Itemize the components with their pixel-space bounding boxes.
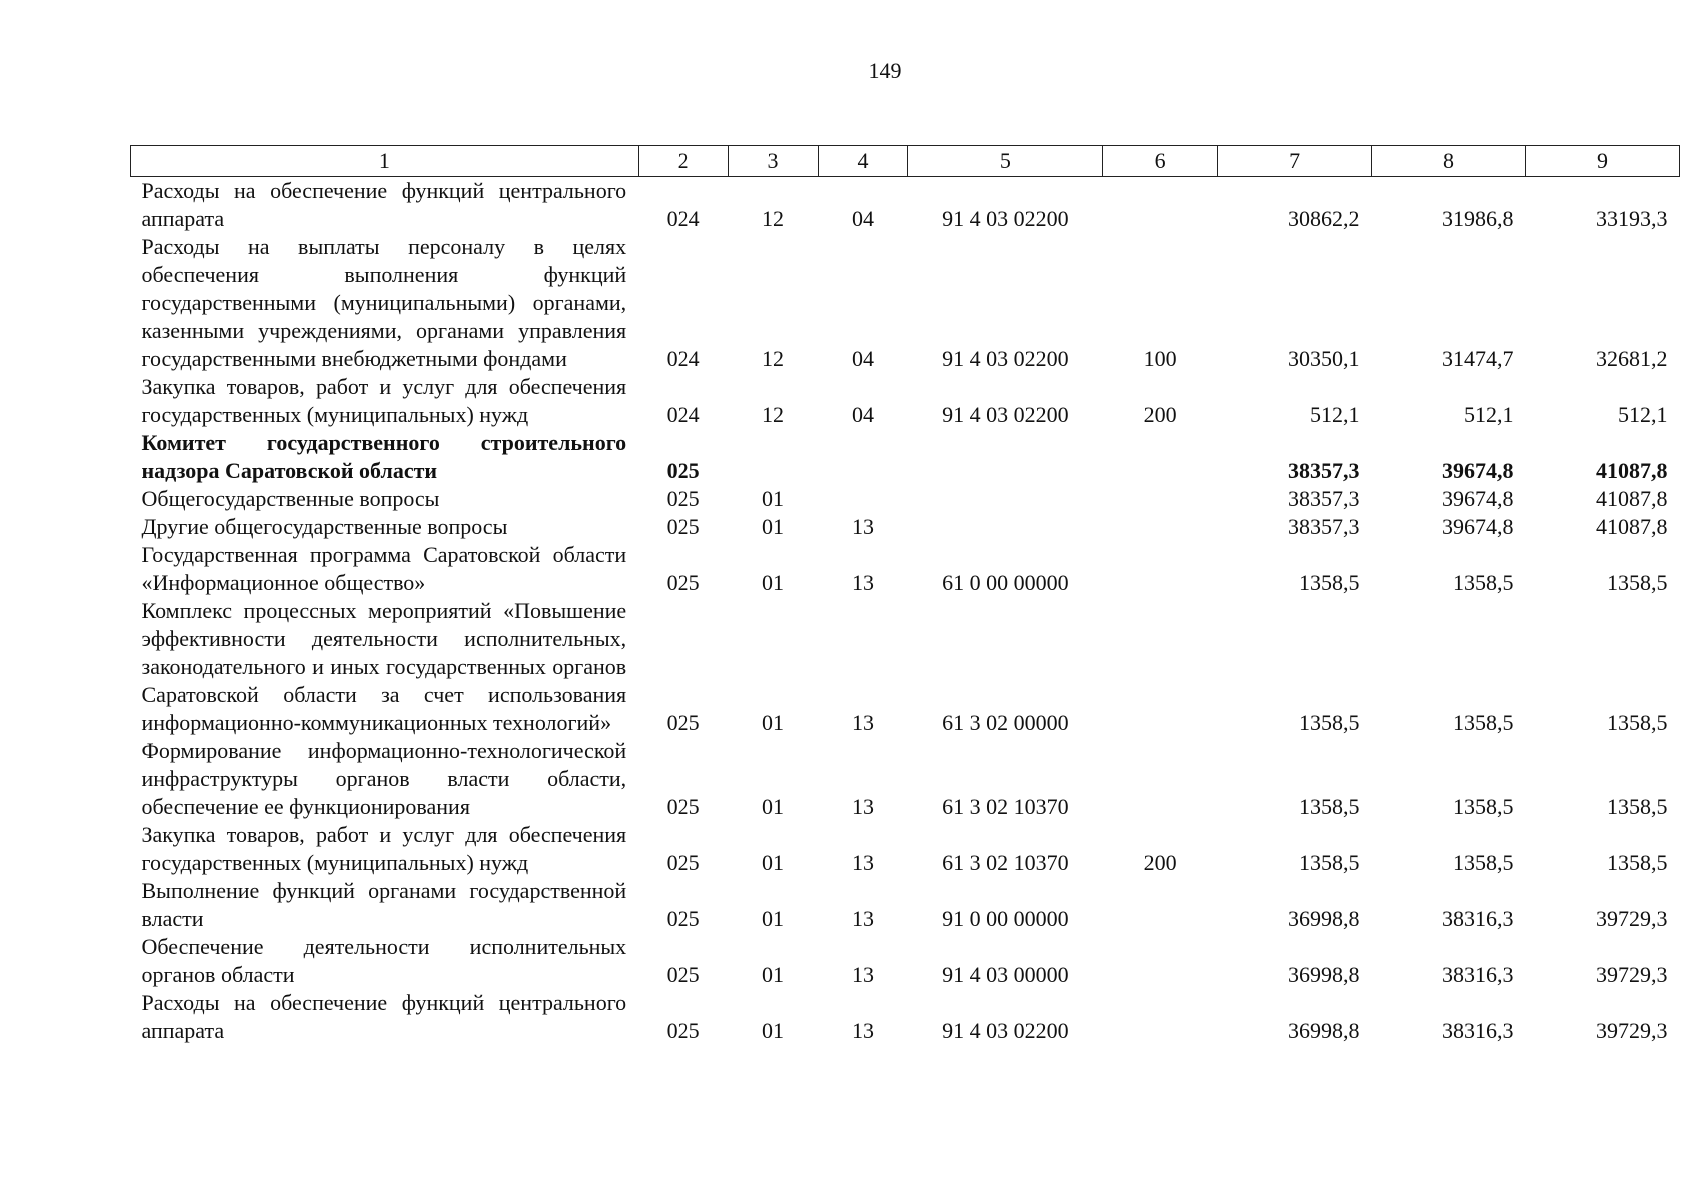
code-target-article: 61 3 02 10370 (942, 794, 1069, 819)
row-name: Комплекс процессных мероприятий «Повышение эффективности деятельности исполнительных, законодательного и иных государственных органов Саратовской области за счет использования информационно-коммуникационных технологий» (141, 598, 627, 735)
row-name: Выполнение функций органами государственной власти (141, 878, 627, 931)
row-name: Государственная программа Саратовской области «Информационное общество» (141, 542, 627, 595)
code-subsection: 13 (851, 850, 874, 875)
code-section (728, 429, 818, 485)
code-target-article (908, 485, 1103, 513)
amount-col-8: 1358,5 (1452, 850, 1514, 875)
code-expense-type: 200 (1143, 850, 1177, 875)
amount-col-8: 39674,8 (1441, 486, 1514, 511)
amount-col-9: 41087,8 (1596, 458, 1668, 483)
amount-col-8: 31474,7 (1441, 346, 1514, 371)
amount-col-9: 1358,5 (1607, 570, 1668, 595)
code-ministry: 025 (666, 794, 700, 819)
table-row (131, 541, 1680, 597)
code-section: 01 (762, 514, 785, 539)
code-expense-type (1103, 513, 1218, 541)
code-target-article: 61 0 00 00000 (942, 570, 1069, 595)
table-row (131, 373, 1680, 429)
code-section: 12 (762, 206, 785, 231)
code-ministry: 025 (666, 514, 700, 539)
amount-col-8: 38316,3 (1441, 1018, 1514, 1043)
code-section: 01 (762, 906, 785, 931)
page-number: 149 (868, 58, 902, 83)
amount-col-7: 38357,3 (1288, 486, 1360, 511)
code-section: 01 (762, 794, 785, 819)
code-subsection: 13 (851, 710, 874, 735)
code-section: 12 (762, 346, 785, 371)
row-name: Обеспечение деятельности исполнительных органов области (141, 934, 627, 987)
code-expense-type (1103, 597, 1218, 737)
row-name: Расходы на выплаты персоналу в целях обеспечения выполнения функций государственными (муниципальными) органами, казенными учреждениями, органами управления государственными внебюджетными фондами (141, 234, 627, 371)
column-header: 9 (1525, 146, 1679, 177)
amount-col-8: 1358,5 (1452, 570, 1514, 595)
code-expense-type: 100 (1143, 346, 1177, 371)
row-name: Расходы на обеспечение функций центрального аппарата (141, 990, 627, 1043)
code-ministry: 025 (666, 570, 700, 595)
amount-col-9: 1358,5 (1607, 794, 1668, 819)
code-section: 01 (762, 710, 785, 735)
code-ministry: 025 (666, 906, 700, 931)
column-header: 1 (131, 146, 639, 177)
row-name: Закупка товаров, работ и услуг для обеспечения государственных (муниципальных) нужд (141, 822, 627, 875)
code-subsection: 13 (851, 570, 874, 595)
code-target-article: 91 4 03 00000 (942, 962, 1069, 987)
code-target-article: 91 4 03 02200 (942, 402, 1069, 427)
table-row (131, 513, 1680, 541)
table-body (131, 177, 1680, 1046)
column-header: 8 (1372, 146, 1526, 177)
amount-col-8: 512,1 (1463, 402, 1514, 427)
code-target-article: 61 3 02 00000 (942, 710, 1069, 735)
amount-col-8: 39674,8 (1441, 458, 1514, 483)
code-expense-type (1103, 989, 1218, 1045)
code-section: 01 (762, 1018, 785, 1043)
code-expense-type (1103, 177, 1218, 234)
amount-col-7: 36998,8 (1288, 1018, 1360, 1043)
code-ministry: 025 (666, 850, 700, 875)
table-row (131, 821, 1680, 877)
amount-col-7: 1358,5 (1299, 710, 1360, 735)
amount-col-8: 38316,3 (1441, 962, 1514, 987)
code-section: 01 (762, 570, 785, 595)
code-expense-type (1103, 877, 1218, 933)
code-target-article (908, 513, 1103, 541)
column-header: 2 (638, 146, 728, 177)
code-target-article: 91 0 00 00000 (942, 906, 1069, 931)
table-row (131, 233, 1680, 373)
column-header: 3 (728, 146, 818, 177)
amount-col-7: 38357,3 (1288, 458, 1360, 483)
amount-col-9: 39729,3 (1596, 1018, 1668, 1043)
code-expense-type (1103, 541, 1218, 597)
code-target-article: 61 3 02 10370 (942, 850, 1069, 875)
column-header: 6 (1103, 146, 1218, 177)
table-row (131, 877, 1680, 933)
amount-col-7: 36998,8 (1288, 906, 1360, 931)
code-ministry: 025 (666, 1018, 700, 1043)
code-expense-type (1103, 933, 1218, 989)
row-name: Общегосударственные вопросы (141, 486, 440, 511)
code-expense-type (1103, 485, 1218, 513)
header-row (131, 146, 1680, 177)
code-target-article (908, 429, 1103, 485)
table-header (131, 146, 1680, 177)
amount-col-7: 1358,5 (1299, 850, 1360, 875)
row-name: Формирование информационно-технологической инфраструктуры органов власти области, обеспечение ее функционирования (141, 738, 627, 819)
amount-col-8: 1358,5 (1452, 710, 1514, 735)
row-name: Другие общегосударственные вопросы (141, 514, 508, 539)
code-subsection (818, 429, 908, 485)
table-row (131, 989, 1680, 1045)
code-ministry: 025 (666, 458, 700, 483)
amount-col-7: 38357,3 (1288, 514, 1360, 539)
table-row (131, 485, 1680, 513)
amount-col-7: 30350,1 (1288, 346, 1360, 371)
amount-col-8: 1358,5 (1452, 794, 1514, 819)
code-expense-type: 200 (1143, 402, 1177, 427)
code-target-article: 91 4 03 02200 (942, 206, 1069, 231)
code-section: 12 (762, 402, 785, 427)
table-row (131, 177, 1680, 234)
code-expense-type (1103, 429, 1218, 485)
table-row (131, 597, 1680, 737)
code-ministry: 024 (666, 206, 700, 231)
code-ministry: 024 (666, 402, 700, 427)
code-target-article: 91 4 03 02200 (942, 346, 1069, 371)
code-ministry: 025 (666, 962, 700, 987)
amount-col-8: 39674,8 (1441, 514, 1514, 539)
amount-col-7: 1358,5 (1299, 570, 1360, 595)
amount-col-9: 512,1 (1618, 402, 1668, 427)
code-subsection: 04 (851, 402, 874, 427)
amount-col-9: 1358,5 (1607, 850, 1668, 875)
row-name: Расходы на обеспечение функций центрального аппарата (141, 178, 627, 231)
budget-table (130, 145, 1680, 1045)
code-section: 01 (762, 962, 785, 987)
code-expense-type (1103, 737, 1218, 821)
amount-col-7: 36998,8 (1288, 962, 1360, 987)
code-ministry: 025 (666, 486, 700, 511)
code-target-article: 91 4 03 02200 (942, 1018, 1069, 1043)
row-name: Закупка товаров, работ и услуг для обеспечения государственных (муниципальных) нужд (141, 374, 627, 427)
amount-col-8: 31986,8 (1441, 206, 1514, 231)
amount-col-9: 33193,3 (1596, 206, 1668, 231)
amount-col-9: 39729,3 (1596, 962, 1668, 987)
amount-col-9: 41087,8 (1596, 514, 1668, 539)
column-header: 4 (818, 146, 908, 177)
code-subsection: 13 (851, 962, 874, 987)
amount-col-8: 38316,3 (1441, 906, 1514, 931)
row-name: Комитет государственного строительного надзора Саратовской области (141, 430, 627, 483)
code-subsection (818, 485, 908, 513)
table-row (131, 429, 1680, 485)
table-row (131, 933, 1680, 989)
code-subsection: 04 (851, 206, 874, 231)
table-row (131, 737, 1680, 821)
amount-col-7: 512,1 (1310, 402, 1360, 427)
amount-col-7: 1358,5 (1299, 794, 1360, 819)
amount-col-9: 32681,2 (1596, 346, 1668, 371)
code-section: 01 (762, 486, 785, 511)
amount-col-9: 39729,3 (1596, 906, 1668, 931)
code-subsection: 13 (851, 906, 874, 931)
code-subsection: 04 (851, 346, 874, 371)
code-ministry: 024 (666, 346, 700, 371)
code-ministry: 025 (666, 710, 700, 735)
code-subsection: 13 (851, 794, 874, 819)
code-subsection: 13 (851, 514, 874, 539)
column-header: 5 (908, 146, 1103, 177)
amount-col-9: 41087,8 (1596, 486, 1668, 511)
column-header: 7 (1218, 146, 1372, 177)
amount-col-9: 1358,5 (1607, 710, 1668, 735)
amount-col-7: 30862,2 (1288, 206, 1360, 231)
code-section: 01 (762, 850, 785, 875)
code-subsection: 13 (851, 1018, 874, 1043)
